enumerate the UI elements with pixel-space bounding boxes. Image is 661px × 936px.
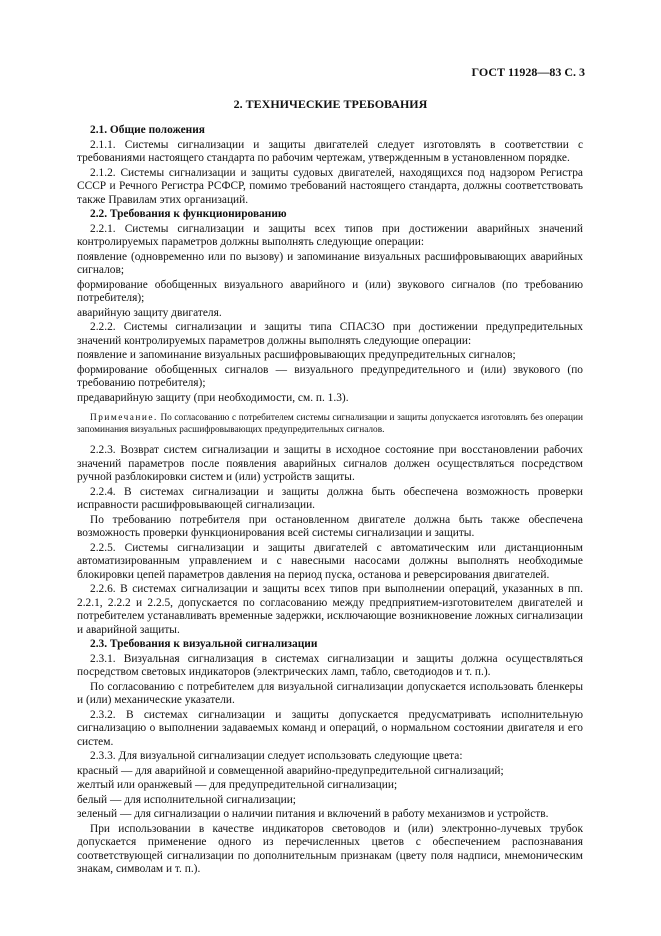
list-item: белый — для исполнительной сигнализации;: [77, 793, 296, 806]
list-item: формирование обобщенных визуального аварийного и (или) звукового сигналов (по требованию потребителя);: [77, 278, 583, 304]
paragraph-2-3-2: 2.3.2. В системах сигнализации и защиты допускается предусматривать исполнительную сигнализацию о выполнении задаваемых команд и операций, о нормальном состоянии двигателя и его систем.: [77, 708, 583, 748]
list-item: красный — для аварийной и совмещенной аварийно-предупредительной сигнализаций;: [77, 764, 504, 777]
list-item: предаварийную защиту (при необходимости, см. п. 1.3).: [77, 391, 349, 404]
list-item: аварийную защиту двигателя.: [77, 306, 222, 319]
paragraph-2-2-4: 2.2.4. В системах сигнализации и защиты должна быть обеспечена возможность проверки исправности расшифровывающей сигнализации.: [77, 485, 583, 511]
paragraph-2-2-5: 2.2.5. Системы сигнализации и защиты двигателей с автоматическим или дистанционным автоматизированным управлением и с навесными насосами должны выполнять необходимые блокировки цепей параметров давления на период пуска, останова и реверсирования двигателей.: [77, 541, 583, 581]
paragraph-2-1-2: 2.1.2. Системы сигнализации и защиты судовых двигателей, находящихся под надзором Регистра СССР и Речного Регистра РСФСР, помимо требований настоящего стандарта, должны соответствовать также Правилам этих организаций.: [77, 166, 583, 206]
paragraph-2-3-3: 2.3.3. Для визуальной сигнализации следует использовать следующие цвета:: [90, 750, 463, 762]
note: [77, 412, 583, 436]
list-item: появление и запоминание визуальных расшифровывающих предупредительных сигналов;: [77, 349, 516, 361]
document-body: [77, 124, 583, 878]
list-item: зеленый — для сигнализации о наличии питания и включений в работу механизмов и устройств.: [77, 808, 549, 820]
paragraph-2-2-1: 2.2.1. Системы сигнализации и защиты всех типов при достижении аварийных значений контролируемых параметров должны выполнять следующие операции:: [77, 222, 583, 248]
subsection-heading-2-2: 2.2. Требования к функционированию: [90, 208, 287, 220]
paragraph-2-3-1: 2.3.1. Визуальная сигнализация в системах сигнализации и защиты должна осуществляться посредством световых индикаторов (электрических ламп, табло, светодиодов и т. п.).: [77, 652, 583, 678]
subsection-heading-2-3: 2.3. Требования к визуальной сигнализации: [90, 638, 318, 650]
subsection-heading-2-1: 2.1. Общие положения: [90, 124, 205, 136]
paragraph-2-2-3: 2.2.3. Возврат систем сигнализации и защиты в исходное состояние при восстановлении рабочих значений параметров после появления аварийных сигналов должен осуществляться посредством ручной разблокировки систем и (или) устройств защиты.: [77, 444, 583, 483]
page-header: ГОСТ 11928—83 С. 3: [471, 65, 585, 79]
paragraph-2-3-1-b: По согласованию с потребителем для визуальной сигнализации допускается использовать бленкеры и (или) механические указатели.: [77, 680, 583, 706]
list-item: появление (одновременно или по вызову) и запоминание визуальных расшифровывающих аварийных сигналов;: [77, 250, 583, 276]
note-text: По согласованию с потребителем системы сигнализации и защиты допускается изготовлять без операции запоминания визуальных расшифровывающих предупредительных сигналов.: [77, 413, 583, 435]
paragraph-2-2-6: 2.2.6. В системах сигнализации и защиты всех типов при выполнении операций, указанных в пп. 2.2.1, 2.2.2 и 2.2.5, допускается по согласованию между предприятием-изготовителем двигателей и потребителем устанавливать временные задержки, исключающие возникновение ложных сигнализации и аварийной защиты.: [77, 583, 583, 636]
paragraph-2-2-2: 2.2.2. Системы сигнализации и защиты типа СПАСЗО при достижении предупредительных значений контролируемых параметров должны выполнять следующие операции:: [77, 321, 583, 347]
note-label: Примечание.: [90, 413, 158, 423]
paragraph-2-3-3-e: При использовании в качестве индикаторов световодов и (или) электронно-лучевых трубок допускается применение одного из перечисленных цветов с обеспечением распознавания соответствующей сигнализации по дополнительным признакам (цвету поля надписи, мнемоническим знакам, символам и т. п.).: [77, 822, 583, 875]
section-title: 2. ТЕХНИЧЕСКИЕ ТРЕБОВАНИЯ: [233, 97, 428, 111]
list-item: формирование обобщенных сигналов — визуального предупредительного и (или) звукового (по требованию потребителя);: [77, 363, 583, 389]
paragraph-2-2-4-b: По требованию потребителя при остановленном двигателе должна быть также обеспечена возможность проверки функционирования всей системы сигнализации и защиты.: [77, 513, 583, 539]
paragraph-2-1-1: 2.1.1. Системы сигнализации и защиты двигателей следует изготовлять в соответствии с требованиями настоящего стандарта по рабочим чертежам, утвержденным в установленном порядке.: [77, 138, 583, 164]
list-item: желтый или оранжевый — для предупредительной сигнализации;: [77, 779, 398, 791]
